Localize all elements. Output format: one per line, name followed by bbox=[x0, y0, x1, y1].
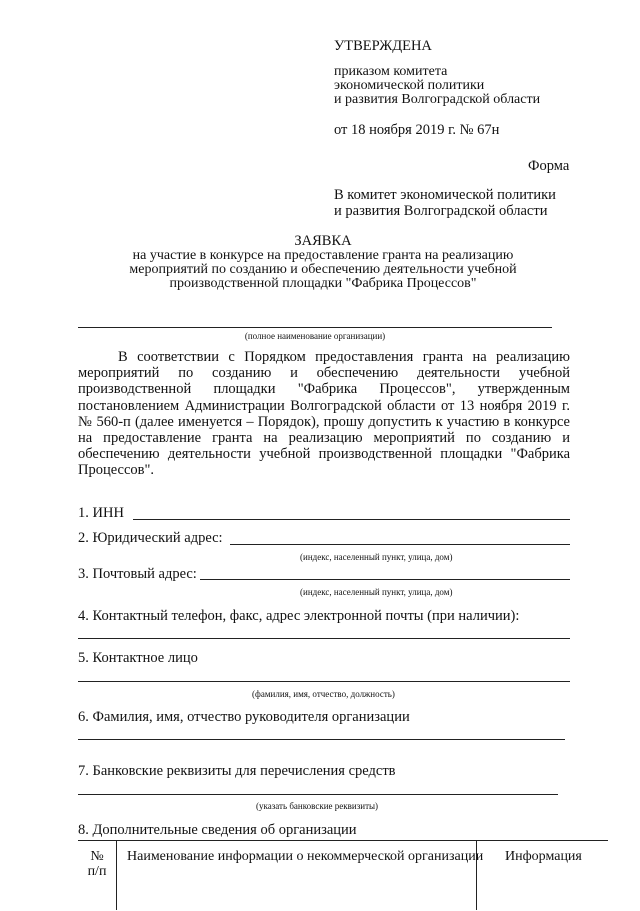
postal-address-hint: (индекс, населенный пункт, улица, дом) bbox=[300, 587, 453, 597]
table-divider-1 bbox=[116, 840, 117, 910]
order-date: от 18 ноября 2019 г. № 67н bbox=[334, 122, 500, 138]
bank-label: 7. Банковские реквизиты для перечисления средств bbox=[78, 763, 396, 779]
additional-info-label: 8. Дополнительные сведения об организации bbox=[78, 822, 357, 838]
head-name-input-line[interactable] bbox=[78, 739, 565, 740]
inn-label: 1. ИНН bbox=[78, 505, 124, 521]
order-line-3: и развития Волгоградской области bbox=[334, 92, 541, 107]
order-line-1: приказом комитета bbox=[334, 64, 448, 79]
body-paragraph: В соответствии с Порядком предоставления гранта на реализацию мероприятий по созданию и обеспечению деятельности учебной производственной площадки "Фабрика Процессов", утвержденным постановлением Администрации Волгоградской области от 13 ноября 2019 г. № 560-п (далее именуется – Порядок), прошу допустить к участию в конкурсе на предоставление гранта на реализацию мероприятий по созданию и обеспечению деятельности учебной производственной площадки "Фабрика Процессов". bbox=[78, 349, 570, 479]
title-line-3: производственной площадки "Фабрика Процессов" bbox=[169, 276, 477, 291]
table-header-number: № bbox=[90, 849, 104, 864]
addressee-line-2: и развития Волгоградской области bbox=[334, 203, 548, 219]
order-line-2: экономической политики bbox=[334, 78, 485, 93]
org-name-hint: (полное наименование организации) bbox=[244, 331, 386, 341]
contact-person-label: 5. Контактное лицо bbox=[78, 650, 198, 666]
title-line-2: мероприятий по созданию и обеспечению деятельности учебной bbox=[129, 262, 517, 277]
bank-hint: (указать банковские реквизиты) bbox=[256, 801, 379, 811]
contact-person-input-line[interactable] bbox=[78, 681, 570, 682]
document-title: ЗАЯВКА bbox=[294, 233, 352, 249]
bank-input-line[interactable] bbox=[78, 794, 558, 795]
table-header-number-sub: п/п bbox=[87, 864, 107, 879]
postal-address-label: 3. Почтовый адрес: bbox=[78, 566, 197, 582]
contacts-input-line[interactable] bbox=[78, 638, 570, 639]
legal-address-input-line[interactable] bbox=[230, 544, 570, 545]
table-header-name: Наименование информации о некоммерческой организации bbox=[127, 849, 484, 864]
contact-person-hint: (фамилия, имя, отчество, должность) bbox=[252, 689, 395, 699]
legal-address-hint: (индекс, населенный пункт, улица, дом) bbox=[300, 552, 453, 562]
title-line-1: на участие в конкурсе на предоставление гранта на реализацию bbox=[132, 248, 514, 263]
inn-input-line[interactable] bbox=[133, 519, 570, 520]
postal-address-input-line[interactable] bbox=[200, 579, 570, 580]
approved-heading: УТВЕРЖДЕНА bbox=[334, 38, 432, 54]
form-label: Форма bbox=[528, 158, 570, 174]
addressee-line-1: В комитет экономической политики bbox=[334, 187, 556, 203]
contacts-label: 4. Контактный телефон, факс, адрес электронной почты (при наличии): bbox=[78, 608, 520, 624]
table-header-info: Информация bbox=[505, 849, 582, 864]
head-name-label: 6. Фамилия, имя, отчество руководителя организации bbox=[78, 709, 410, 725]
legal-address-label: 2. Юридический адрес: bbox=[78, 530, 223, 546]
org-name-line[interactable] bbox=[78, 327, 552, 328]
